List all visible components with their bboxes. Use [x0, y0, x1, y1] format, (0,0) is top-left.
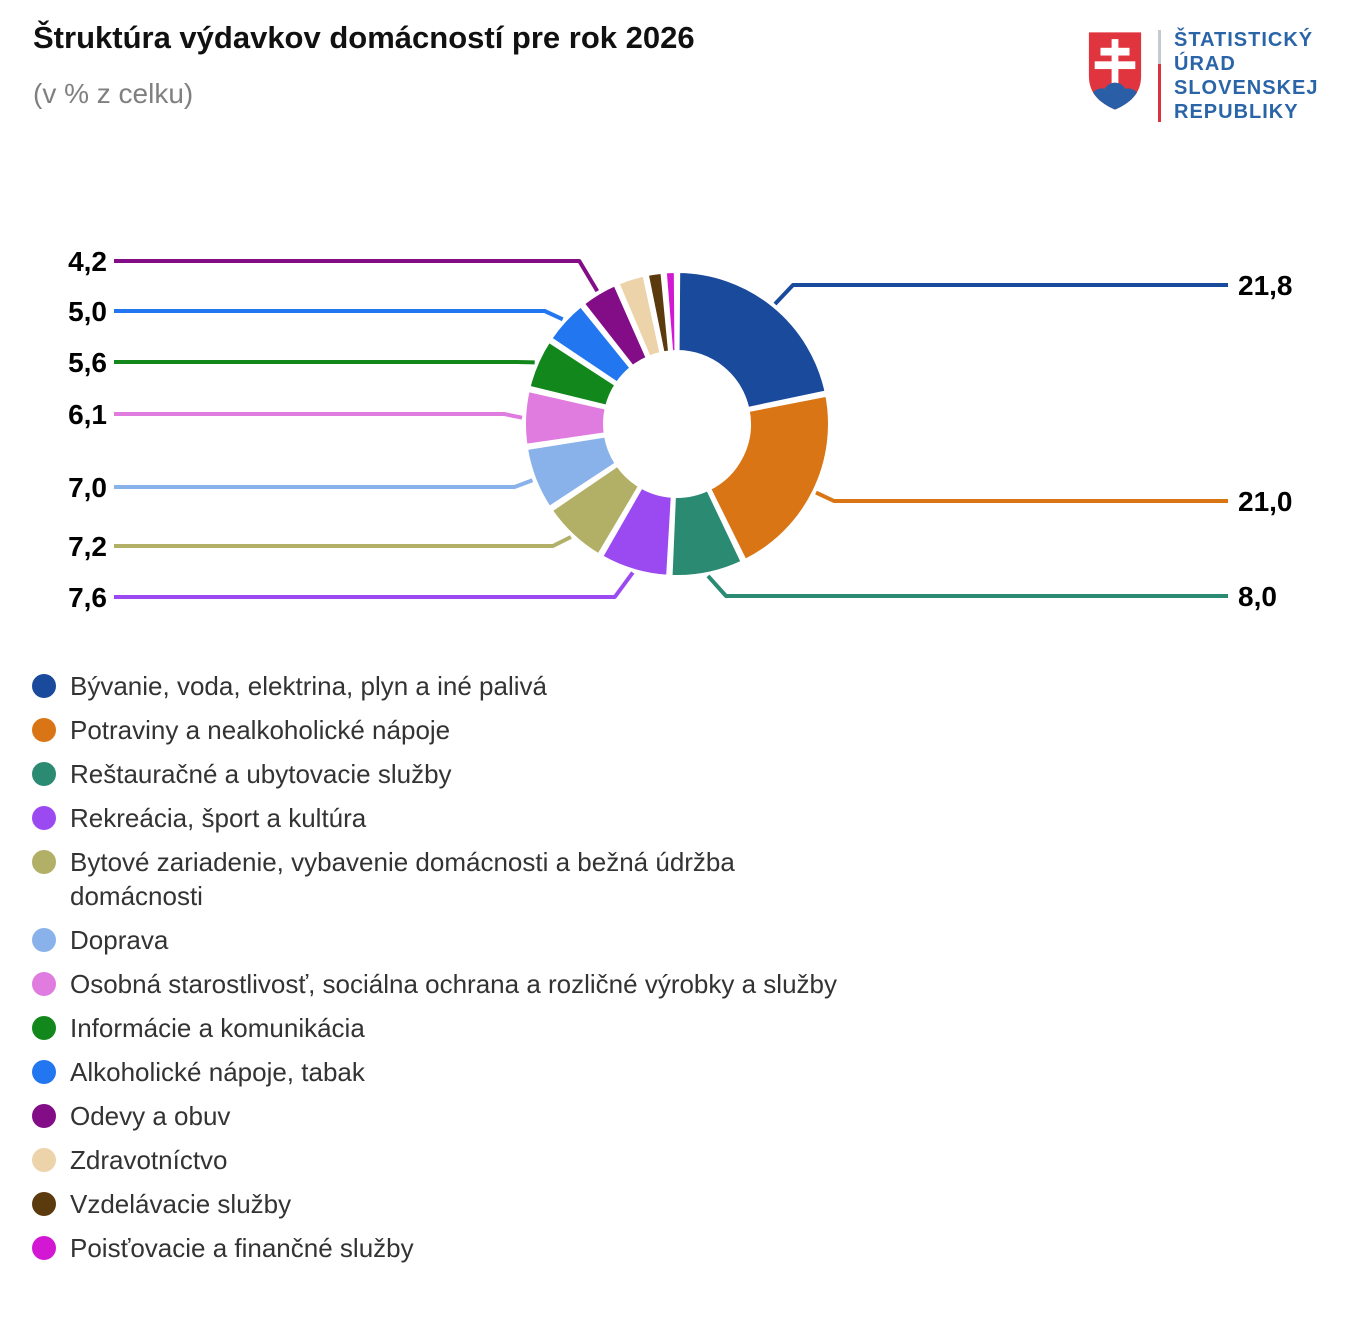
data-label-6: 6,1 — [68, 399, 107, 430]
legend-label-8: Alkoholické nápoje, tabak — [70, 1057, 365, 1087]
legend-marker-10 — [32, 1148, 56, 1172]
data-label-8: 5,0 — [68, 296, 107, 327]
data-label-4: 7,2 — [68, 531, 107, 562]
legend-item-12[interactable] — [32, 1231, 840, 1265]
legend-marker-9 — [32, 1104, 56, 1128]
legend-item-6[interactable] — [32, 967, 840, 1001]
legend-marker-3 — [32, 806, 56, 830]
data-label-7: 5,6 — [68, 347, 107, 378]
donut-chart — [0, 0, 1353, 650]
legend-label-4: Bytové zariadenie, vybavenie domácnosti a bežná údržba domácnosti — [70, 847, 735, 911]
legend-item-7[interactable] — [32, 1011, 840, 1045]
legend-label-11: Vzdelávacie služby — [70, 1189, 292, 1219]
callout-line-8 — [114, 311, 563, 319]
legend-item-9[interactable] — [32, 1099, 840, 1133]
legend-marker-4 — [32, 850, 56, 874]
data-label-9: 4,2 — [68, 246, 107, 277]
legend-marker-11 — [32, 1192, 56, 1216]
callout-line-0 — [775, 285, 1228, 304]
legend-item-3[interactable] — [32, 801, 840, 835]
logo-text-line: REPUBLIKY — [1174, 101, 1299, 123]
data-label-0: 21,8 — [1238, 270, 1293, 301]
data-label-3: 7,6 — [68, 582, 107, 613]
legend-item-0[interactable] — [32, 669, 840, 703]
callout-line-1 — [816, 493, 1228, 501]
legend-item-8[interactable] — [32, 1055, 840, 1089]
data-label-2: 8,0 — [1238, 581, 1277, 612]
legend-label-0: Bývanie, voda, elektrina, plyn a iné palivá — [70, 671, 547, 701]
legend-item-2[interactable] — [32, 757, 840, 791]
callout-line-6 — [114, 414, 522, 418]
legend-marker-7 — [32, 1016, 56, 1040]
legend-label-12: Poisťovacie a finančné služby — [70, 1233, 414, 1263]
callout-line-3 — [114, 573, 633, 597]
legend-label-1: Potraviny a nealkoholické nápoje — [70, 715, 451, 745]
callout-line-5 — [114, 480, 533, 487]
legend-item-11[interactable] — [32, 1187, 840, 1221]
legend-marker-8 — [32, 1060, 56, 1084]
legend-item-1[interactable] — [32, 713, 840, 747]
legend-label-9: Odevy a obuv — [70, 1101, 231, 1131]
callout-line-4 — [114, 537, 571, 546]
page-title: Štruktúra výdavkov domácností pre rok 2026 — [33, 20, 695, 55]
legend-marker-0 — [32, 674, 56, 698]
legend-marker-5 — [32, 928, 56, 952]
chart-legend — [32, 663, 840, 1275]
callout-line-2 — [708, 576, 1228, 596]
legend-label-5: Doprava — [70, 925, 169, 955]
legend-label-7: Informácie a komunikácia — [70, 1013, 365, 1043]
data-label-5: 7,0 — [68, 472, 107, 503]
callout-line-9 — [114, 261, 597, 291]
legend-label-3: Rekreácia, šport a kultúra — [70, 803, 367, 833]
chart-subtitle: (v % z celku) — [33, 78, 194, 109]
legend-item-5[interactable] — [32, 923, 840, 957]
legend-item-4[interactable] — [32, 845, 840, 913]
legend-marker-2 — [32, 762, 56, 786]
logo-text-line: ÚRAD — [1174, 53, 1236, 75]
legend-item-10[interactable] — [32, 1143, 840, 1177]
legend-label-10: Zdravotníctvo — [70, 1145, 228, 1175]
data-label-1: 21,0 — [1238, 486, 1293, 517]
pie-slice-0[interactable] — [678, 271, 827, 409]
legend-label-2: Reštauračné a ubytovacie služby — [70, 759, 452, 789]
legend-marker-6 — [32, 972, 56, 996]
logo-text-line: SLOVENSKEJ — [1174, 77, 1319, 99]
legend-marker-12 — [32, 1236, 56, 1260]
legend-label-6: Osobná starostlivosť, sociálna ochrana a rozličné výrobky a služby — [70, 969, 837, 999]
legend-marker-1 — [32, 718, 56, 742]
logo-text-line: ŠTATISTICKÝ — [1174, 29, 1314, 51]
